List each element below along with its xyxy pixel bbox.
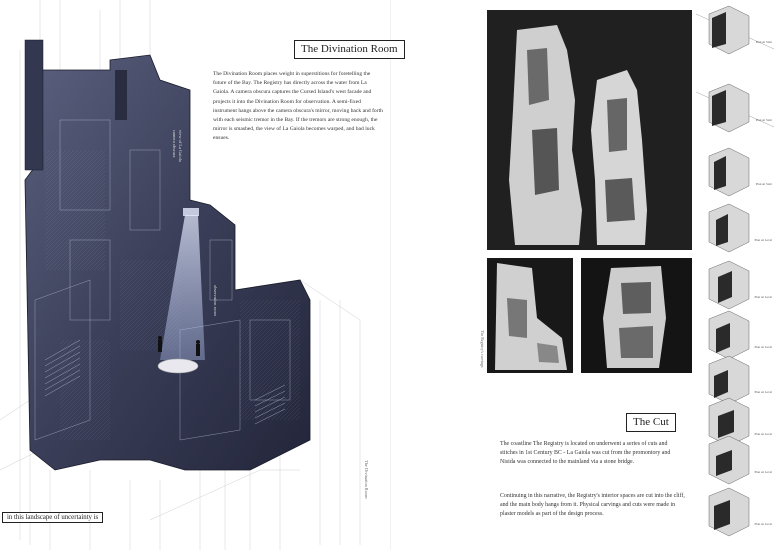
divination-room-title: The Divination Room [294,40,405,59]
observation-room-label: observation room [213,285,218,316]
divination-room-side-label: The Divination Room [364,460,369,499]
sequence-diagram [694,486,780,546]
la-gaiola-view-label: view of La Gaiola [178,130,183,162]
sequence-label: Plan At Level [754,295,772,299]
sequence-label: Plan At Level [754,432,772,436]
sequence-diagram [694,146,780,206]
plaster-models-photo [487,10,692,250]
sequence-label: Plan At Stair [755,182,772,186]
sequence-label: Plan At Level [754,345,772,349]
the-cut-paragraph-1: The coastline The Registry is located on underwent a series of cuts and stitches in 1st Century BC - La Gaiola was cut from the promontory and Nisida was connected to the mainland via a stone bridge. [500,441,671,466]
sequence-label: Plan At Level [754,470,772,474]
sequence-diagram-strip [694,4,780,550]
sequence-diagram [694,202,780,262]
plaster-model-closeup-photo-1 [487,258,573,373]
sequence-diagram [694,4,780,64]
sequence-diagram [694,82,780,142]
plaster-model-closeup-photo-2 [581,258,692,373]
sequence-label: Plan At Stair [755,40,772,44]
the-cut-title: The Cut [626,413,676,432]
sequence-label: Plan At Level [754,390,772,394]
camera-obscura-label: camera obscura [172,130,177,158]
sequence-label: Plan At Stair [755,118,772,122]
narrative-quote: in this landscape of uncertainty is [2,512,103,523]
sequence-label: Plan At Level [754,238,772,242]
sequence-diagram [694,434,780,494]
sequence-label: Plan At Level [754,522,772,526]
the-cut-paragraph-2: Continuing in this narrative, the Registry's interior spaces are cut into the cliff, and the main body hangs from it. Physical carvings and cuts were made in plaster models as part of the design process. [500,493,685,518]
divination-room-text: The Divination Room places weight in superstitions for foretelling the future of the Bay. The Registry has directly across the water from La Gaiola. A camera obscura captures the Cursed Island's west facade and projects it into the Divination Room for observation. A semi-fixed instrument hangs above the camera obscura's mirror, moving back and forth with each seismic tremor in the Bay. If the tremors are strong enough, the mirror is smashed, the view of La Gaiola becomes warped, and bad luck ensues. [213,71,383,142]
registry-carvings-caption: The Registry's carvings [480,330,485,368]
